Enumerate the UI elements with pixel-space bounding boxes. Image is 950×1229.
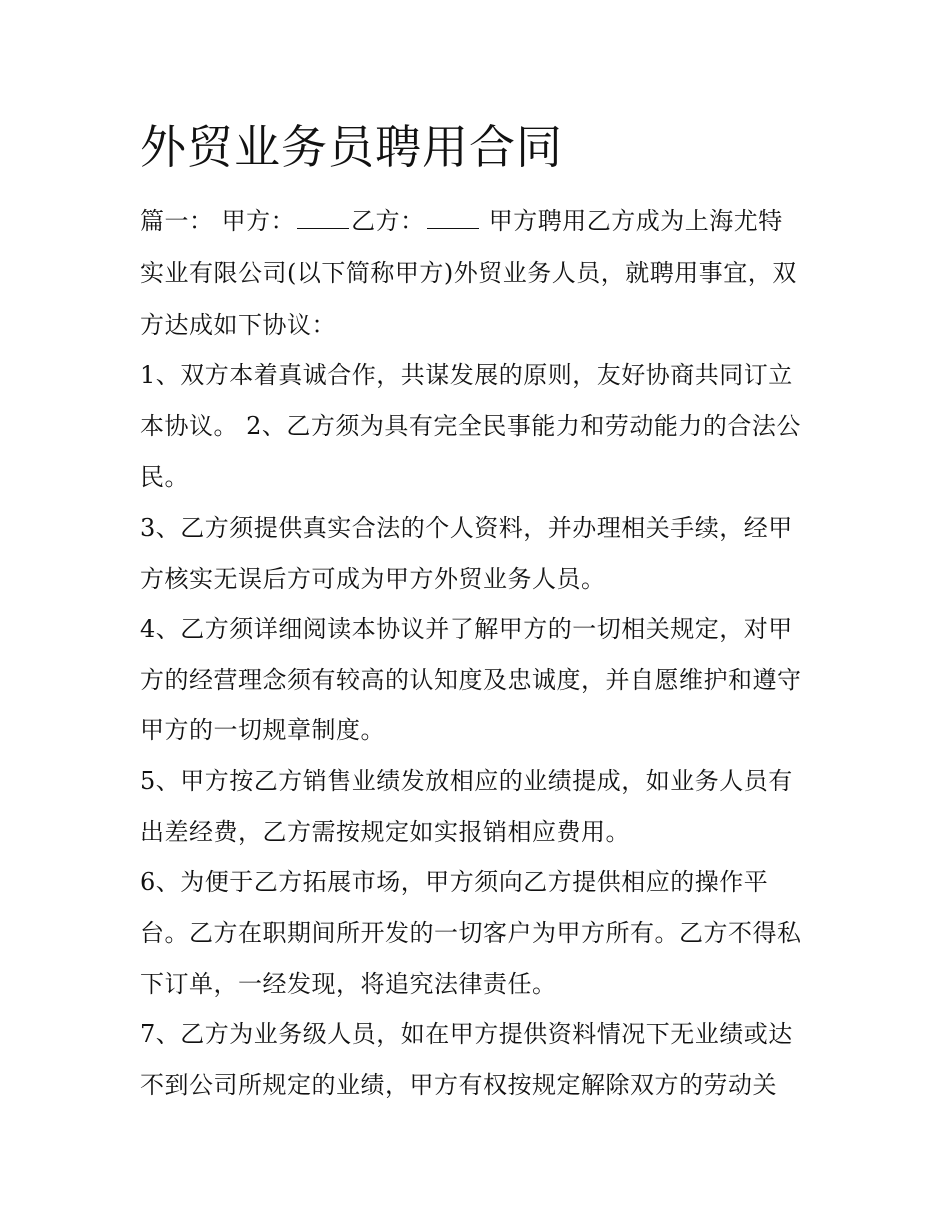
party-b-label: 乙方：: [351, 207, 425, 235]
clause-line: 出差经费，乙方需按规定如实报销相应费用。: [140, 818, 630, 846]
intro-line-3: 方达成如下协议：: [140, 311, 336, 339]
clause-line: 3、乙方须提供真实合法的个人资料，并办理相关手续，经甲: [140, 514, 793, 542]
part-label: 篇一：: [140, 207, 214, 235]
clause-line: 方核实无误后方可成为甲方外贸业务人员。: [140, 565, 606, 593]
clause-line: 1、双方本着真诚合作，共谋发展的原则，友好协商共同订立: [140, 361, 793, 389]
party-b-blank: [427, 202, 479, 229]
clause-line: 6、为便于乙方拓展市场，甲方须向乙方提供相应的操作平: [140, 868, 769, 896]
clause-line: 5、甲方按乙方销售业绩发放相应的业绩提成，如业务人员有: [140, 767, 793, 795]
clause-line: 台。乙方在职期间所开发的一切客户为甲方所有。乙方不得私: [140, 919, 802, 947]
intro-line-1-rest: 甲方聘用乙方成为上海尤特: [488, 207, 783, 235]
party-a-label: 甲方：: [221, 207, 296, 235]
clause-line: 下订单，一经发现，将追究法律责任。: [140, 970, 557, 998]
clause-line: 本协议。 2、乙方须为具有完全民事能力和劳动能力的合法公: [140, 412, 801, 440]
document-title: 外贸业务员聘用合同: [140, 120, 563, 174]
intro-line-1: [140, 201, 830, 241]
party-a-blank: [297, 202, 349, 229]
clause-line: 4、乙方须详细阅读本协议并了解甲方的一切相关规定，对甲: [140, 615, 793, 643]
clause-line: 方的经营理念须有较高的认知度及忠诚度，并自愿维护和遵守: [140, 666, 802, 694]
clause-line: 民。: [140, 463, 189, 491]
clause-line: 甲方的一切规章制度。: [140, 716, 385, 744]
clause-line: 7、乙方为业务级人员，如在甲方提供资料情况下无业绩或达: [140, 1020, 793, 1048]
intro-line-2: 实业有限公司(以下简称甲方)外贸业务人员，就聘用事宜，双: [140, 259, 797, 287]
clause-line: 不到公司所规定的业绩，甲方有权按规定解除双方的劳动关: [140, 1071, 777, 1099]
